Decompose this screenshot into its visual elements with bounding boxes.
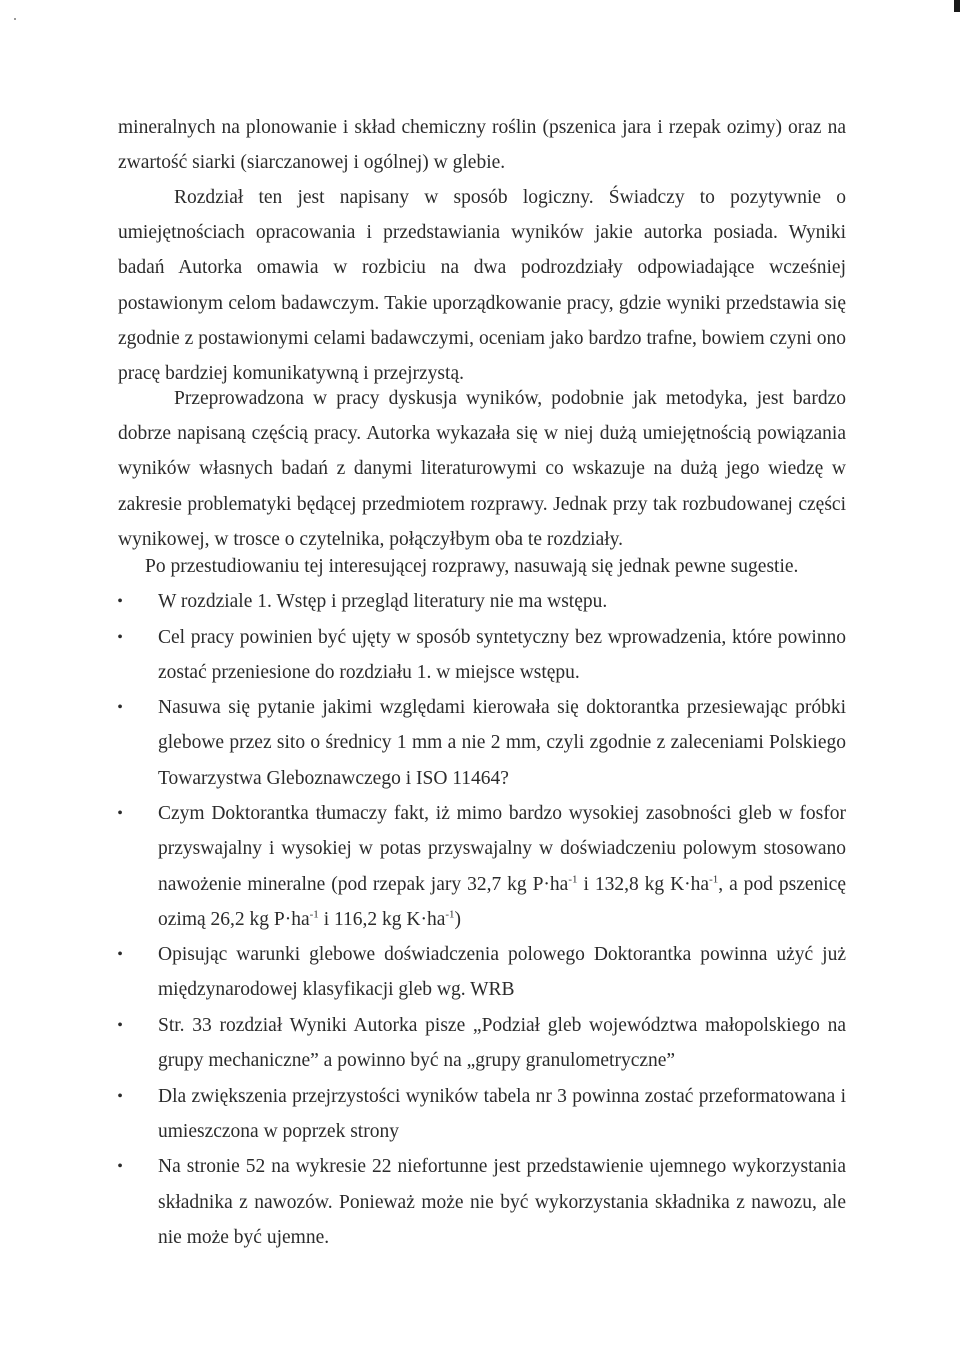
bullet-icon: • xyxy=(117,628,123,646)
list-item-text: Opisując warunki glebowe doświadczenia polowego Doktorantka powinna użyć już międzynarodowej klasyfikacji gleb wg. WRB xyxy=(158,944,846,1001)
list-item xyxy=(118,1079,846,1149)
list-item-text: W rozdziale 1. Wstęp i przegląd literatury nie ma wstępu. xyxy=(158,591,608,612)
bullet-icon: • xyxy=(117,1087,123,1105)
list-item xyxy=(118,1149,846,1255)
bullet-icon: • xyxy=(117,1016,123,1034)
paragraph-suggestions-intro: Po przestudiowaniu tej interesującej rozprawy, nasuwają się jednak pewne sugestie. xyxy=(145,556,799,577)
paragraph-intro-continuation: mineralnych na plonowanie i skład chemiczny roślin (pszenica jara i rzepak ozimy) oraz na zwartość siarki (siarczanowej i ogólnej) w glebie. xyxy=(118,117,846,174)
bullet-icon: • xyxy=(117,699,123,717)
bullet-icon: • xyxy=(117,1158,123,1176)
unit-exponent: -1 xyxy=(709,873,719,886)
paragraph-discussion: Przeprowadzona w pracy dyskusja wyników, podobnie jak metodyka, jest bardzo dobrze napisaną częścią pracy. Autorka wykazała się w niej dużą umiejętnością powiązania wyników własnych badań z danymi literaturowymi co wskazuje na dużą jego wiedzę w zakresie problematyki będącej przedmiotem rozprawy. Jednak przy tak rozbudowanej części wynikowej, w trosce o czytelnika, połączyłbym oba te rozdziały. xyxy=(118,388,846,550)
fertilization-text-1: Czym Doktorantka tłumaczy fakt, iż mimo bardzo wysokiej zasobności gleb w fosfor przyswajalny i wysokiej w potas przyswajalny w doświadczeniu polowym stosowano nawożenie mineralne (pod rzepak jary 32,7 kg P·ha xyxy=(158,803,846,895)
list-item xyxy=(118,584,846,619)
list-item-text: Str. 33 rozdział Wyniki Autorka pisze „Podział gleb województwa małopolskiego na grupy mechaniczne” a powinno być na „grupy granulometryczne” xyxy=(158,1014,846,1072)
fertilization-text-5: ) xyxy=(454,908,462,930)
list-item-text xyxy=(158,803,846,930)
scan-edge-mark xyxy=(954,0,960,12)
fertilization-text-4: i 116,2 kg K·ha xyxy=(318,908,446,930)
bullet-icon: • xyxy=(117,593,123,610)
suggestions-list xyxy=(118,584,846,1255)
list-item-text: Nasuwa się pytanie jakimi względami kierowała się doktorantka przesiewając próbki glebowe przez sito o średnicy 1 mm a nie 2 mm, czyli zgodnie z zaleceniami Polskiego Towarzystwa Gleboznawczego i ISO 11464? xyxy=(158,697,846,789)
unit-exponent: -1 xyxy=(568,873,578,886)
unit-exponent: -1 xyxy=(309,908,319,921)
list-item-text: Cel pracy powinien być ujęty w sposób syntetyczny bez wprowadzenia, które powinno zostać przeniesione do rozdziału 1. w miejsce wstępu. xyxy=(158,626,846,683)
unit-exponent: -1 xyxy=(445,908,455,921)
list-item xyxy=(118,937,846,1007)
list-item xyxy=(118,620,846,690)
paragraph-results-chapter: Rozdział ten jest napisany w sposób logiczny. Świadczy to pozytywnie o umiejętnościach opracowania i przedstawiania wyników jakie autorka posiada. Wyniki badań Autorka omawia w rozbiciu na dwa podrozdziały odpowiadające wcześniej postawionym celom badawczym. Takie uporządkowanie pracy, gdzie wyniki przedstawia się zgodnie z postawionymi celami badawczymi, oceniam jako bardzo trafne, bowiem czyni ono pracę bardziej komunikatywną i przejrzystą. xyxy=(118,187,846,385)
list-item-text: Na stronie 52 na wykresie 22 niefortunne jest przedstawienie ujemnego wykorzystania składnika z nawozów. Ponieważ może nie być wykorzystania składnika z nawozu, ale nie może być ujemne. xyxy=(158,1156,846,1248)
list-item xyxy=(118,690,846,796)
list-item xyxy=(118,796,846,937)
bullet-icon: • xyxy=(117,946,123,964)
fertilization-text-2: i 132,8 kg K·ha xyxy=(577,873,710,895)
list-item xyxy=(118,1008,846,1078)
scan-speck xyxy=(14,18,16,20)
fertilization-text-3: , a pod pszenicę ozimą 26,2 kg P·ha xyxy=(158,873,846,930)
list-item-text: Dla zwiększenia przejrzystości wyników tabela nr 3 powinna zostać przeformatowana i umieszczona w poprzek strony xyxy=(158,1085,846,1142)
bullet-icon: • xyxy=(117,805,123,823)
